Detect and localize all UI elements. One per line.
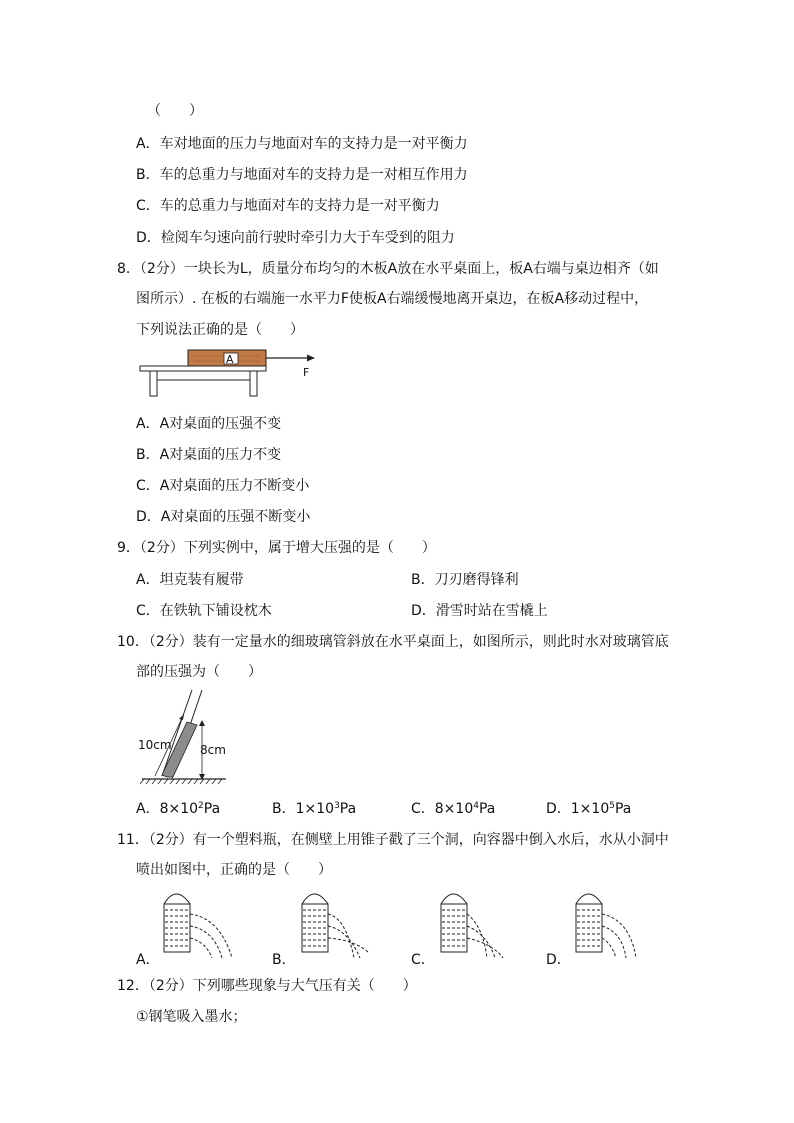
q8-option-d[interactable]: D．A对桌面的压强不断变小 (136, 509, 311, 525)
q7-option-c[interactable]: C．车的总重力与地面对车的支持力是一对平衡力 (136, 198, 440, 214)
q11-option-d-label[interactable]: D． (546, 952, 571, 968)
q11-bottle-b[interactable] (298, 886, 378, 966)
q9-stem: 9．（2分）下列实例中，属于增大压强的是（ ） (117, 540, 436, 556)
q9-option-a[interactable]: A．坦克装有履带 (136, 572, 244, 588)
q10-option-a-unit: Pa (203, 801, 221, 817)
q8-option-b[interactable]: B．A对桌面的压力不变 (136, 447, 282, 463)
bottle-c-diagram (437, 886, 517, 966)
q8-option-a[interactable]: A．A对桌面的压强不变 (136, 416, 282, 432)
q8-stem-line2: 图所示）. 在板的右端施一水平力F使板A右端缓慢地离开桌边，在板A移动过程中， (136, 291, 649, 307)
q10-option-d[interactable] (546, 799, 631, 819)
q10-option-c-exp: 4 (473, 801, 479, 811)
q11-bottle-d[interactable] (572, 886, 652, 966)
q7-option-a[interactable]: A．车对地面的压力与地面对车的支持力是一对平衡力 (136, 136, 468, 152)
q10-option-c-unit: Pa (478, 801, 496, 817)
q10-option-a-base: A．8×10 (136, 801, 199, 817)
q10-option-a[interactable] (136, 799, 220, 819)
q10-option-c-base: C．8×10 (411, 801, 474, 817)
q9-option-b[interactable]: B．刀刃磨得锋利 (411, 572, 519, 588)
q11-option-a-label[interactable]: A． (136, 952, 160, 968)
q10-stem-line2: 部的压强为（ ） (136, 664, 262, 680)
q10-option-b[interactable] (272, 799, 356, 819)
q7-answer-paren: （ ） (147, 103, 203, 119)
table-leg-left (150, 371, 157, 396)
q11-stem-line1: 11．（2分）有一个塑料瓶，在侧壁上用锥子戳了三个洞，向容器中倒入水后，水从小洞中 (117, 832, 669, 848)
q10-option-d-base: D．1×10 (546, 801, 610, 817)
q10-option-b-unit: Pa (339, 801, 357, 817)
table-top (140, 366, 266, 371)
q8-option-c[interactable]: C．A对桌面的压力不断变小 (136, 478, 310, 494)
q8-table-figure (138, 346, 328, 406)
q10-option-b-exp: 3 (334, 801, 340, 811)
height-label-8cm: 8cm (200, 743, 226, 757)
q11-bottle-c[interactable] (437, 886, 517, 966)
table-leg-right (250, 371, 257, 396)
q7-option-d[interactable]: D．检阅车匀速向前行驶时牵引力大于车受到的阻力 (136, 230, 455, 246)
q12-item-1: ①钢笔吸入墨水； (136, 1009, 247, 1025)
q11-bottle-a[interactable] (160, 886, 240, 966)
bottle-b-diagram (298, 886, 378, 966)
force-f-label: F (303, 366, 310, 379)
q7-option-b[interactable]: B．车的总重力与地面对车的支持力是一对相互作用力 (136, 167, 468, 183)
q11-option-c-label[interactable]: C． (411, 952, 435, 968)
bottle-a-diagram (160, 886, 240, 966)
q10-option-a-exp: 2 (198, 801, 204, 811)
q10-option-b-base: B．1×10 (272, 801, 335, 817)
q10-option-d-unit: Pa (614, 801, 632, 817)
bottle-d-diagram (572, 886, 652, 966)
q10-stem-line1: 10．（2分）装有一定量水的细玻璃管斜放在水平桌面上，如图所示，则此时水对玻璃管底 (117, 634, 669, 650)
length-label-10cm: 10cm (138, 738, 172, 752)
q12-stem: 12．（2分）下列哪些现象与大气压有关（ ） (117, 978, 417, 994)
q11-stem-line2: 喷出如图中，正确的是（ ） (136, 862, 332, 878)
q9-option-c[interactable]: C．在铁轨下铺设枕木 (136, 603, 272, 619)
q10-option-d-exp: 5 (609, 801, 615, 811)
board-a-label: A (226, 353, 234, 366)
q8-stem-line3: 下列说法正确的是（ ） (136, 322, 304, 338)
q9-option-d[interactable]: D．滑雪时站在雪橇上 (411, 603, 548, 619)
q8-stem-line1: 8．（2分）一块长为L，质量分布均匀的木板A放在水平桌面上，板A右端与桌边相齐（如 (117, 261, 659, 277)
q11-option-b-label[interactable]: B． (272, 952, 296, 968)
q10-tube-figure (136, 686, 232, 792)
q10-option-c[interactable] (411, 799, 495, 819)
